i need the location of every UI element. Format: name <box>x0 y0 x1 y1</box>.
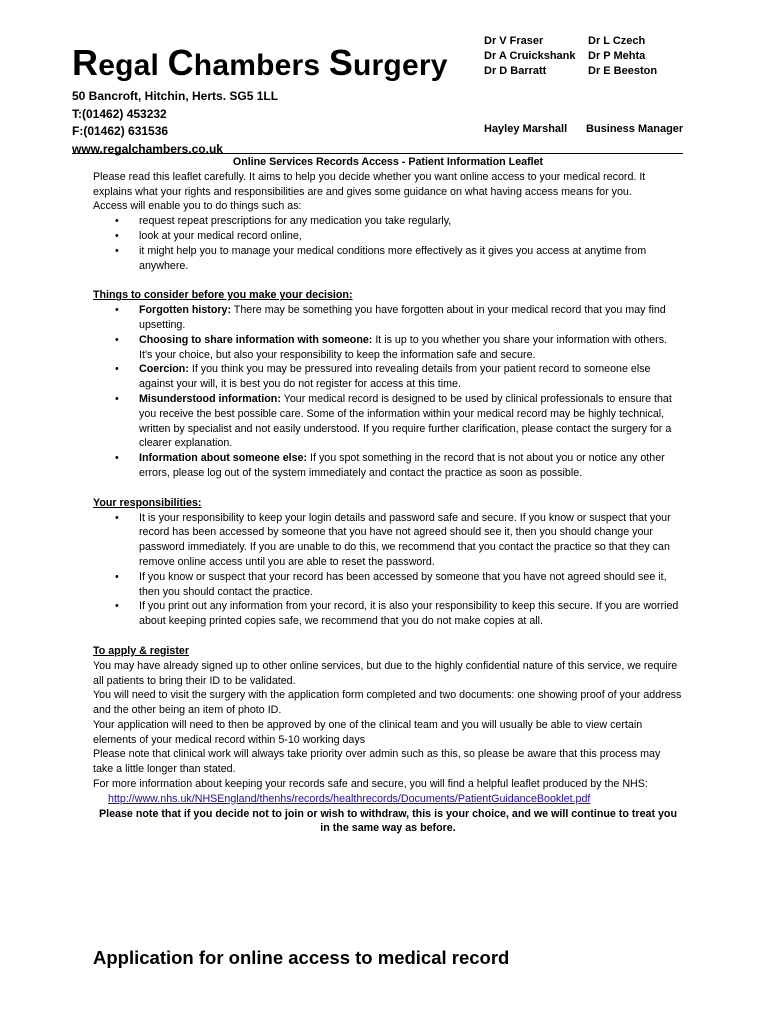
doctor-name: Dr P Mehta <box>588 50 646 62</box>
list-item: • it might help you to manage your medical conditions more effectively as it gives you access at anytime from anywhere. <box>115 244 647 272</box>
list-item: • Information about someone else: If you spot something in the record that is not about you or notice any other errors, please log out of the system immediately and contact the practice as soon as possible. <box>115 452 665 479</box>
bullet-icon: • <box>115 600 119 613</box>
bullet-icon: • <box>115 229 119 242</box>
responsibilities-list <box>93 511 683 629</box>
list-item: • Misunderstood information: Your medical record is designed to be used by clinical professionals to ensure that you receive the best possible care. Some of the information within your medical record may be highly technical, written by specialist and not easily understood. If you require further clarification, please contact the surgery for a clearer explanation. <box>115 392 672 450</box>
leaflet-body <box>93 155 683 836</box>
nhs-guidance-link[interactable]: http://www.nhs.uk/NHSEngland/thenhs/records/healthrecords/Documents/PatientGuidanceBooklet.pdf <box>108 792 591 805</box>
practice-name: Regal Chambers Surgery <box>72 42 448 83</box>
list-item: • If you know or suspect that your record has been accessed by someone that you have not agreed should see it, then you should contact the practice. <box>115 570 667 598</box>
doctor-name: Dr A Cruickshank <box>484 50 576 62</box>
application-title: Application for online access to medical record <box>93 947 510 968</box>
list-item: • Choosing to share information with someone: It is up to you whether you share your information with others. It's your choice, but also your responsibility to keep the information safe and secure. <box>115 333 668 361</box>
apply-paragraph: Your application will need to then be approved by one of the clinical team and you will usually be able to view certain elements of your medical record within 5-10 working days <box>93 718 643 746</box>
apply-heading: To apply & register <box>93 644 190 657</box>
list-item: • If you print out any information from your record, it is also your responsibility to keep this secure. If you are worried about keeping printed copies safe, we recommend that you do not make copies at all. <box>115 600 679 628</box>
practice-fax: F:(01462) 631536 <box>72 124 169 138</box>
bullet-icon: • <box>115 363 119 376</box>
doctor-name: Dr D Barratt <box>484 65 547 77</box>
bullet-icon: • <box>115 452 119 465</box>
list-item: • look at your medical record online, <box>115 229 302 242</box>
bullet-icon: • <box>115 570 119 583</box>
manager-role: Business Manager <box>586 123 684 135</box>
list-item: • Coercion: If you think you may be pressured into revealing details from your patient record to someone else against your will, it is best you do not register for access at this time. <box>115 363 651 391</box>
apply-paragraph: You may have already signed up to other online services, but due to the highly confidential nature of this service, we require all patients to bring their ID to be validated. <box>93 659 678 687</box>
practice-telephone: T:(01462) 453232 <box>72 106 167 121</box>
intro-paragraph: Please read this leaflet carefully. It aims to help you decide whether you want online access to your medical record. It explains what your rights and responsibilities are and gives some guidance on what having access means for you. <box>93 170 646 198</box>
bullet-icon: • <box>115 215 119 228</box>
doctor-name: Dr V Fraser <box>484 35 544 47</box>
apply-paragraph: Please note that clinical work will always take priority over admin such as this, so please be aware that this process may take a little longer than stated. <box>93 748 661 776</box>
bullet-icon: • <box>115 392 119 405</box>
doctor-name: Dr E Beeston <box>588 65 658 77</box>
apply-paragraph: For more information about keeping your records safe and secure, you will find a helpful leaflet produced by the NHS: <box>93 778 648 791</box>
list-item: • Forgotten history: There may be something you have forgotten about in your medical record that you may find upsetting. <box>115 304 666 331</box>
leaflet-title: Online Services Records Access - Patient Information Leaflet <box>232 156 544 168</box>
bullet-icon: • <box>115 333 119 346</box>
bullet-icon: • <box>115 304 119 317</box>
bullet-icon: • <box>115 244 119 257</box>
closing-note: Please note that if you decide not to join or wish to withdraw, this is your choice, and we will continue to treat you in the same way as before. <box>99 807 677 835</box>
manager-name: Hayley Marshall <box>484 123 568 135</box>
practice-contact <box>72 88 278 158</box>
responsibilities-heading: Your responsibilities: <box>93 496 202 509</box>
doctor-name: Dr L Czech <box>588 35 646 47</box>
apply-paragraph: You will need to visit the surgery with the application form completed and two documents: one showing proof of your address and the other being an item of photo ID. <box>93 689 682 717</box>
list-item: • It is your responsibility to keep your login details and password safe and secure. If you know or suspect that your record has been accessed by someone that you have not agreed should see it, then you should change your password immediately. If you are unable to do this, we recommend that you contact the practice so that they can remove online access until you are able to reset the password. <box>115 511 671 568</box>
doctors-column-1 <box>484 34 576 79</box>
bullet-icon: • <box>115 511 119 524</box>
access-intro: Access will enable you to do things such as: <box>93 200 302 213</box>
consider-list <box>93 303 683 481</box>
practice-website[interactable]: www.regalchambers.co.uk <box>72 141 223 156</box>
doctors-column-2 <box>588 34 657 79</box>
consider-heading: Things to consider before you make your decision: <box>93 289 353 302</box>
list-item: • request repeat prescriptions for any medication you take regularly, <box>115 215 452 228</box>
access-list <box>93 214 683 273</box>
header-divider <box>72 153 683 154</box>
practice-address: 50 Bancroft, Hitchin, Herts. SG5 1LL <box>72 89 279 103</box>
